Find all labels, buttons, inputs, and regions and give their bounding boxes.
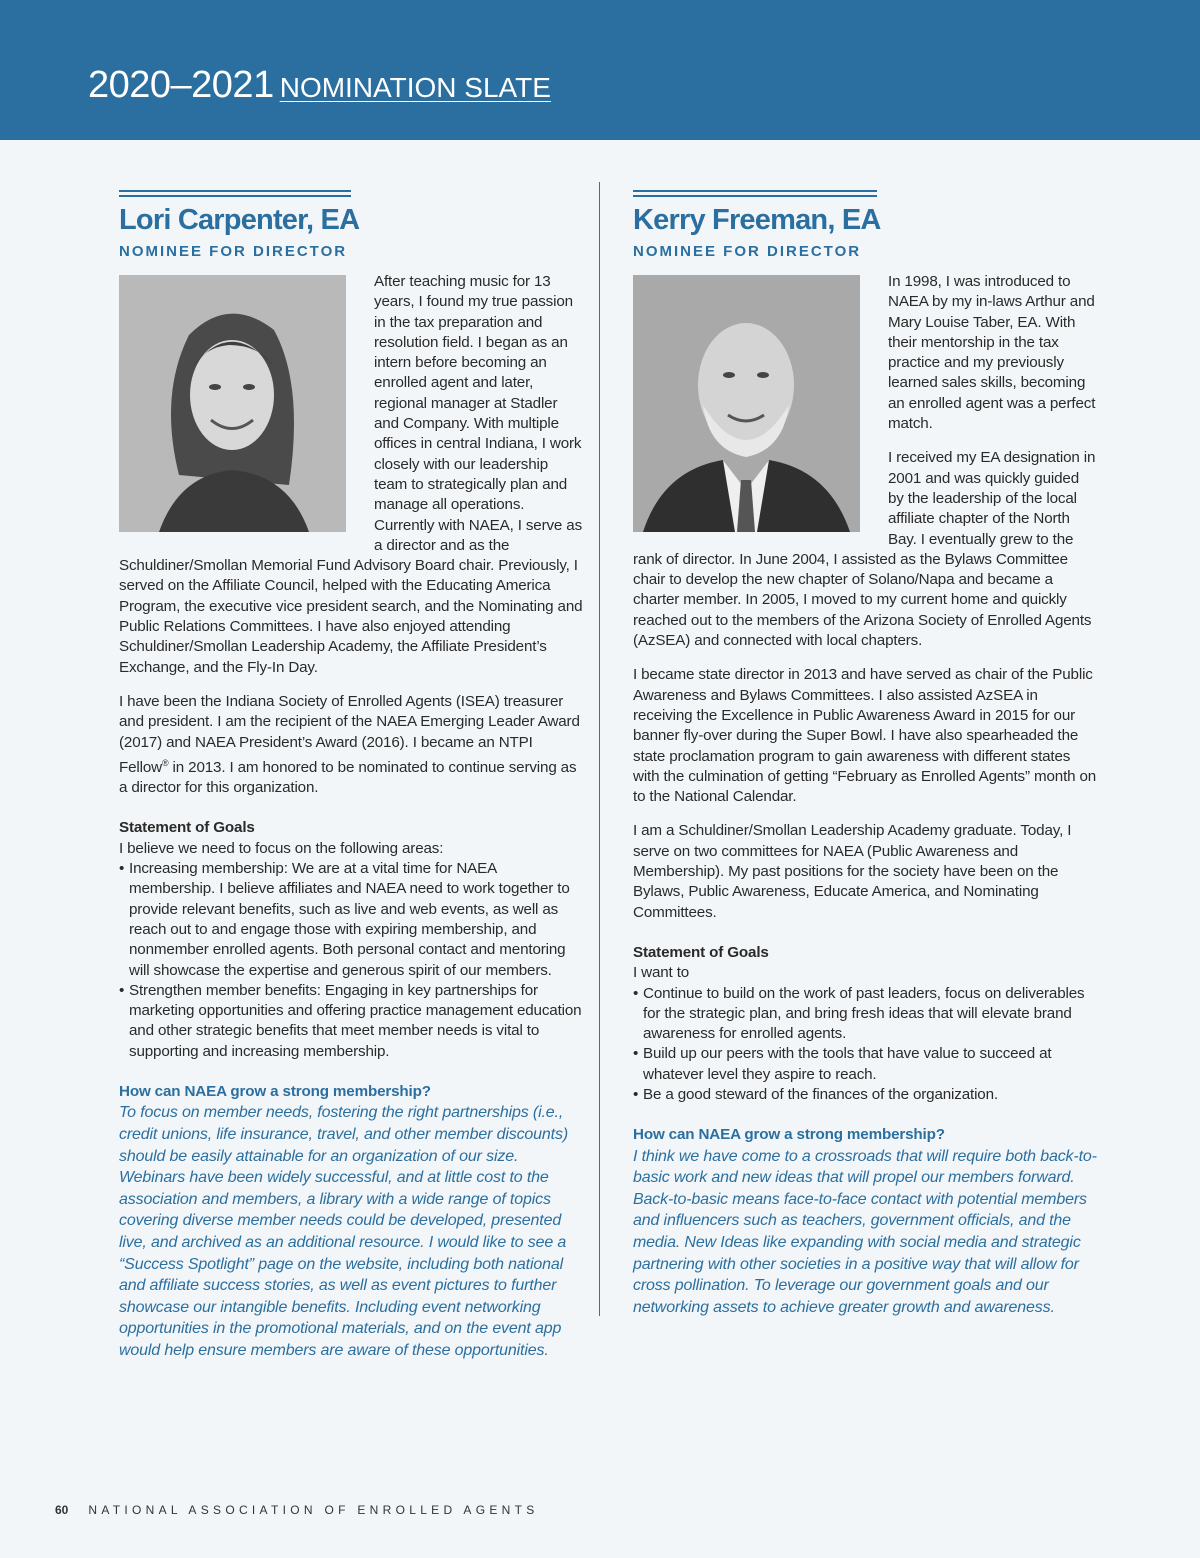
- page-footer: [55, 1503, 539, 1517]
- portrait-illustration: [119, 275, 346, 532]
- bio-paragraph: After teaching music for 13 years, I found my true passion in the tax preparation and resolution field. I began as an intern before becoming an enrolled agent and later, regional manager at Stadler and Company. With multiple offices in central Indiana, I work closely with our leadership team to strategically plan and manage all operations. Currently with NAEA, I serve as a director and as the Schuldiner/Smollan Memorial Fund Advisory Board chair. Previously, I served on the Affiliate Council, helped with the Educating America Program, the executive vice president search, and the Nominating and Public Relations Committees. I have also enjoyed attending Schuldiner/Smollan Leadership Academy, the Affiliate President’s Exchange, and the Fly-In Day.: [119, 273, 583, 676]
- column-divider: [599, 182, 600, 1316]
- bio-paragraph: In 1998, I was introduced to NAEA by my in-laws Arthur and Mary Louise Taber, EA. With their mentorship in the tax practice and my previously learned sales skills, becoming an enrolled agent was a perfect match.: [888, 273, 1096, 433]
- goal-item: • Strengthen member benefits: Engaging in key partnerships for marketing opportunities and offering practice management education and other strategic benefits that meet member needs is vital to supporting and increasing membership.: [119, 981, 584, 1062]
- nominee-kerry-freeman: [633, 190, 1098, 1318]
- bio-paragraph: [119, 692, 584, 799]
- slate-title: NOMINATION SLATE: [279, 72, 551, 103]
- goal-item: • Continue to build on the work of past leaders, focus on deliverables for the strategic plan, and bring fresh ideas that will elevate brand awareness for enrolled agents.: [633, 984, 1098, 1045]
- bio-paragraph: I received my EA designation in 2001 and was quickly guided by the leadership of the local affiliate chapter of the North Bay. I eventually grew to the rank of director. In June 2004, I assisted as the Bylaws Committee chair to develop the new chapter of Solano/Napa and became a charter member. In 2005, I moved to my current home and quickly reached out to the members of the Arizona Society of Enrolled Agents (AzSEA) and connected with local chapters.: [633, 449, 1096, 650]
- goals-heading: Statement of Goals: [633, 943, 769, 961]
- answer-text: To focus on member needs, fostering the right partnerships (i.e., credit unions, life insurance, travel, and other member discounts) should be easily attainable for an organization of our size. Webinars have been widely successful, and at little cost to the association and members, a library with a wide range of topics covering diverse member needs could be developed, presented live, and archived as an additional resource. I would like to see a “Success Spotlight” page on the website, including both national and affiliate success stories, as well as event pictures to further showcase our intangible benefits. Including event networking opportunities in the promotional materials, and on the event app would help ensure members are aware of these opportunities.: [119, 1104, 568, 1359]
- bio-paragraph: I am a Schuldiner/Smollan Leadership Academy graduate. Today, I serve on two committees for NAEA (Public Awareness and Membership). My past positions for the society have been on the Bylaws, Public Awareness, Educate America, and Nominating Committees.: [633, 822, 1072, 921]
- nominee-role: NOMINEE FOR DIRECTOR: [119, 243, 348, 260]
- answer-text: I think we have come to a crossroads that will require both back-to-basic work and new ideas that will propel our members forward. Back-to-basic means face-to-face contact with potential members and influencers such as teachers, government officials, and the media. New Ideas like expanding with social media and strategic partnering with other societies in a positive way that will allow for cross pollination. To leverage our government goals and our networking assets to achieve greater growth and awareness.: [633, 1147, 1097, 1316]
- goals-list: [633, 984, 1098, 1106]
- bio-text: in 2013. I am honored to be nominated to continue serving as a director for this organization.: [119, 758, 577, 797]
- name-rule: [633, 190, 877, 197]
- publication-name: NATIONAL ASSOCIATION OF ENROLLED AGENTS: [88, 1503, 539, 1517]
- goals-list: [119, 859, 584, 1062]
- goal-item: • Increasing membership: We are at a vital time for NAEA membership. I believe affiliates and NAEA need to work together to provide relevant benefits, such as live and web events, as well as reach out to and engage those with expiring membership, and nonmember enrolled agents. Both personal contact and mentoring will showcase the expertise and generous spirit of our members.: [119, 859, 584, 981]
- page-title: [88, 64, 551, 107]
- bio-paragraph: I became state director in 2013 and have served as chair of the Public Awareness and Bylaws Committees. I also assisted AzSEA in receiving the Excellence in Public Awareness Award in 2015 for our banner fly-over during the Super Bowl. I have also spearheaded the state proclamation program to gain awareness with different states with the culmination of getting “February as Enrolled Agents” month on to the National Calendar.: [633, 666, 1097, 806]
- registered-mark: ®: [162, 757, 169, 768]
- nominee-name: Lori Carpenter, EA: [119, 204, 360, 236]
- nominee-lori-carpenter: [119, 190, 584, 1361]
- bio-text: I have been the Indiana Society of Enrolled Agents (ISEA) treasurer and president. I am the recipient of the NAEA Emerging Leader Award (2017) and NAEA President’s Award (2016). I became an NTPI Fellow: [119, 692, 580, 776]
- nominee-photo: [119, 275, 346, 532]
- portrait-illustration: [633, 275, 860, 532]
- goals-heading: Statement of Goals: [119, 819, 255, 837]
- goal-item: • Be a good steward of the finances of the organization.: [633, 1085, 1098, 1105]
- goals-intro: I believe we need to focus on the following areas:: [119, 839, 444, 857]
- name-rule: [119, 190, 351, 197]
- page-number: 60: [55, 1503, 69, 1517]
- slate-year: 2020–2021: [88, 64, 274, 106]
- goal-item: • Build up our peers with the tools that have value to succeed at whatever level they aspire to reach.: [633, 1044, 1098, 1085]
- question-heading: How can NAEA grow a strong membership?: [633, 1126, 945, 1144]
- goals-intro: I want to: [633, 964, 690, 982]
- question-heading: How can NAEA grow a strong membership?: [119, 1083, 431, 1101]
- nominee-role: NOMINEE FOR DIRECTOR: [633, 243, 862, 260]
- nominee-name: Kerry Freeman, EA: [633, 204, 881, 236]
- header-banner: [0, 0, 1200, 140]
- nominee-photo: [633, 275, 860, 532]
